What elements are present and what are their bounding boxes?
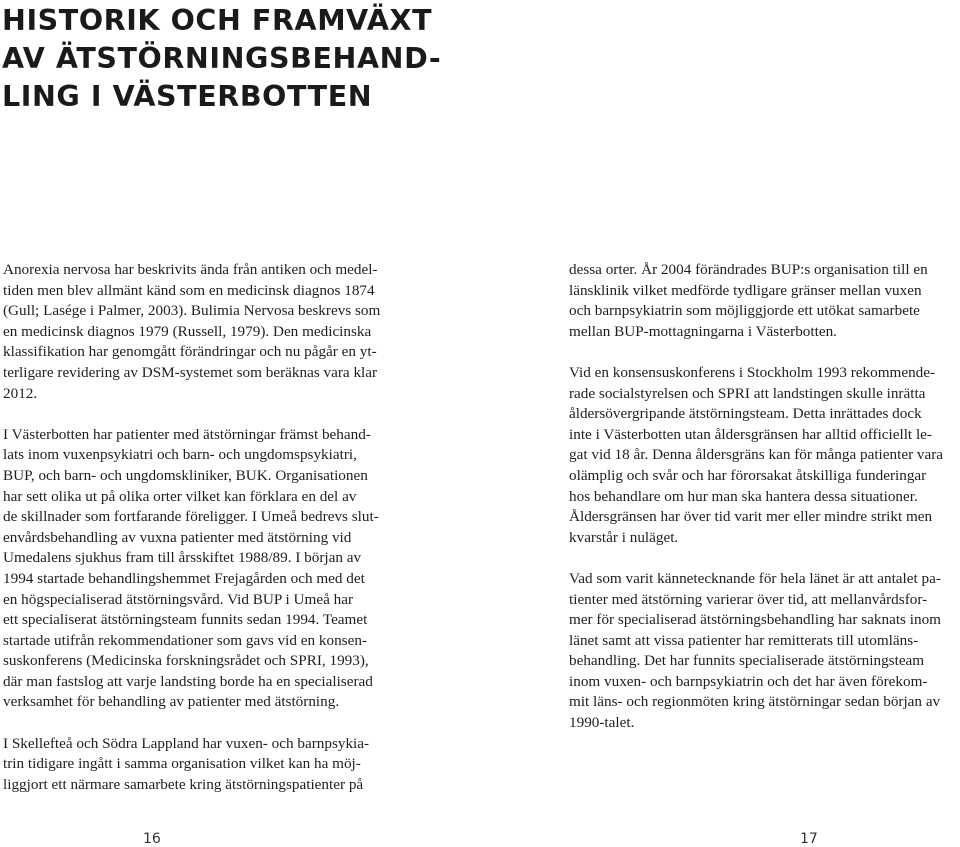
text-line: klassifikation har genomgått förändringar och nu pågår en yt-: [3, 343, 377, 361]
text-line: en högspecialiserad ätstörningsvård. Vid BUP i Umeå har: [3, 590, 354, 608]
text-line: och barnpsykiatrin som möjliggjorde ett utökat samarbete: [569, 302, 920, 320]
title-line: LING I VÄSTERBOTTEN: [2, 80, 373, 113]
text-line: Vad som varit kännetecknande för hela länet är att antalet pa-: [569, 569, 941, 587]
text-line: lats inom vuxenpsykiatri och barn- och ungdomspsykiatri,: [3, 446, 357, 464]
text-line: liggjort ett närmare samarbete kring ätstörningspatienter på: [3, 775, 364, 793]
text-line: suskonferens (Medicinska forskningsrådet och SPRI, 1993),: [3, 652, 369, 670]
page-title: [2, 2, 441, 116]
text-line: Åldersgränsen har över tid varit mer eller mindre strikt men: [569, 508, 933, 526]
paragraph: [3, 734, 395, 796]
page-number-left: 16: [143, 831, 161, 847]
paragraph: [3, 260, 395, 404]
text-line: de skillnader som fortfarande föreligger. I Umeå bedrevs slut-: [3, 508, 379, 526]
paragraph: [3, 425, 395, 713]
text-line: envårdsbehandling av vuxna patienter med ätstörning vid: [3, 528, 352, 546]
page-number-right: 17: [800, 831, 818, 847]
text-line: Vid en konsensuskonferens i Stockholm 1993 rekommende-: [569, 363, 936, 381]
left-text-column: [3, 260, 395, 816]
text-line: mellan BUP-mottagningarna i Västerbotten.: [569, 322, 837, 340]
text-line: (Gull; Lasége i Palmer, 2003). Bulimia Nervosa beskrevs som: [3, 302, 381, 320]
text-line: startade utifrån rekommendationer som gavs vid en konsen-: [3, 631, 367, 649]
text-line: hos behandlare om hur man ska hantera dessa situationer.: [569, 487, 918, 505]
text-line: kvarstår i nuläget.: [569, 528, 679, 546]
text-line: Umedalens sjukhus fram till årsskiftet 1988/89. I början av: [3, 549, 362, 567]
text-line: mer för specialiserad ätstörningsbehandling har saknats inom: [569, 611, 941, 629]
text-line: Anorexia nervosa har beskrivits ända från antiken och medel-: [3, 261, 378, 278]
text-line: behandling. Det har funnits specialiserade ätstörningsteam: [569, 652, 925, 670]
text-line: åldersövergripande ätstörningsteam. Detta inrättades dock: [569, 405, 922, 423]
paragraph: [569, 363, 960, 548]
text-line: länet samt att vissa patienter har remitterats till utomläns-: [569, 631, 919, 649]
text-line: I Skellefteå och Södra Lappland har vuxen- och barnpsykia-: [3, 734, 370, 752]
right-text-column: [569, 260, 960, 754]
text-line: BUP, och barn- och ungdomskliniker, BUK. Organisationen: [3, 466, 368, 484]
text-line: inte i Västerbotten utan åldersgränsen har alltid officiellt le-: [569, 425, 932, 443]
text-line: tienter med ätstörning varierar över tid, att mellanvårdsfor-: [569, 590, 928, 608]
text-line: 2012.: [3, 384, 38, 402]
text-line: 1990-talet.: [569, 714, 635, 732]
text-line: där man fastslog att varje landsting borde ha en specialiserad: [3, 672, 373, 690]
text-line: 1994 startade behandlingshemmet Frejagården och med det: [3, 569, 365, 587]
text-line: dessa orter. År 2004 förändrades BUP:s organisation till en: [569, 261, 928, 278]
text-line: trin tidigare ingått i samma organisation vilket kan ha möj-: [3, 755, 361, 773]
text-line: ett specialiserat ätstörningsteam funnits sedan 1994. Teamet: [3, 611, 368, 629]
text-line: olämplig och svår och har förorsakat åtskilliga funderingar: [569, 466, 927, 484]
text-line: inom vuxen- och barnpsykiatrin och det har även förekom-: [569, 672, 928, 690]
paragraph: [569, 260, 960, 342]
text-line: länsklinik vilket medförde tydligare gränser mellan vuxen: [569, 281, 922, 299]
text-line: tiden men blev allmänt känd som en medicinsk diagnos 1874: [3, 281, 375, 299]
text-line: rade socialstyrelsen och SPRI att landstingen skulle inrätta: [569, 384, 926, 402]
title-line: AV ÄTSTÖRNINGSBEHAND-: [2, 42, 442, 75]
text-line: har sett olika ut på olika orter vilket kan förklara en del av: [3, 487, 357, 505]
text-line: en medicinsk diagnos 1979 (Russell, 1979). Den medicinska: [3, 322, 372, 340]
text-line: I Västerbotten har patienter med ätstörningar främst behand-: [3, 425, 371, 443]
text-line: gat vid 18 år. Denna åldersgräns kan för många patienter vara: [569, 446, 944, 464]
text-line: terligare revidering av DSM-systemet som beräknas vara klar: [3, 363, 378, 381]
title-line: HISTORIK OCH FRAMVÄXT: [2, 4, 433, 37]
text-line: mit läns- och regionmöten kring ätstörningar sedan början av: [569, 693, 941, 711]
paragraph: [569, 569, 960, 734]
text-line: verksamhet för behandling av patienter med ätstörning.: [3, 693, 340, 711]
